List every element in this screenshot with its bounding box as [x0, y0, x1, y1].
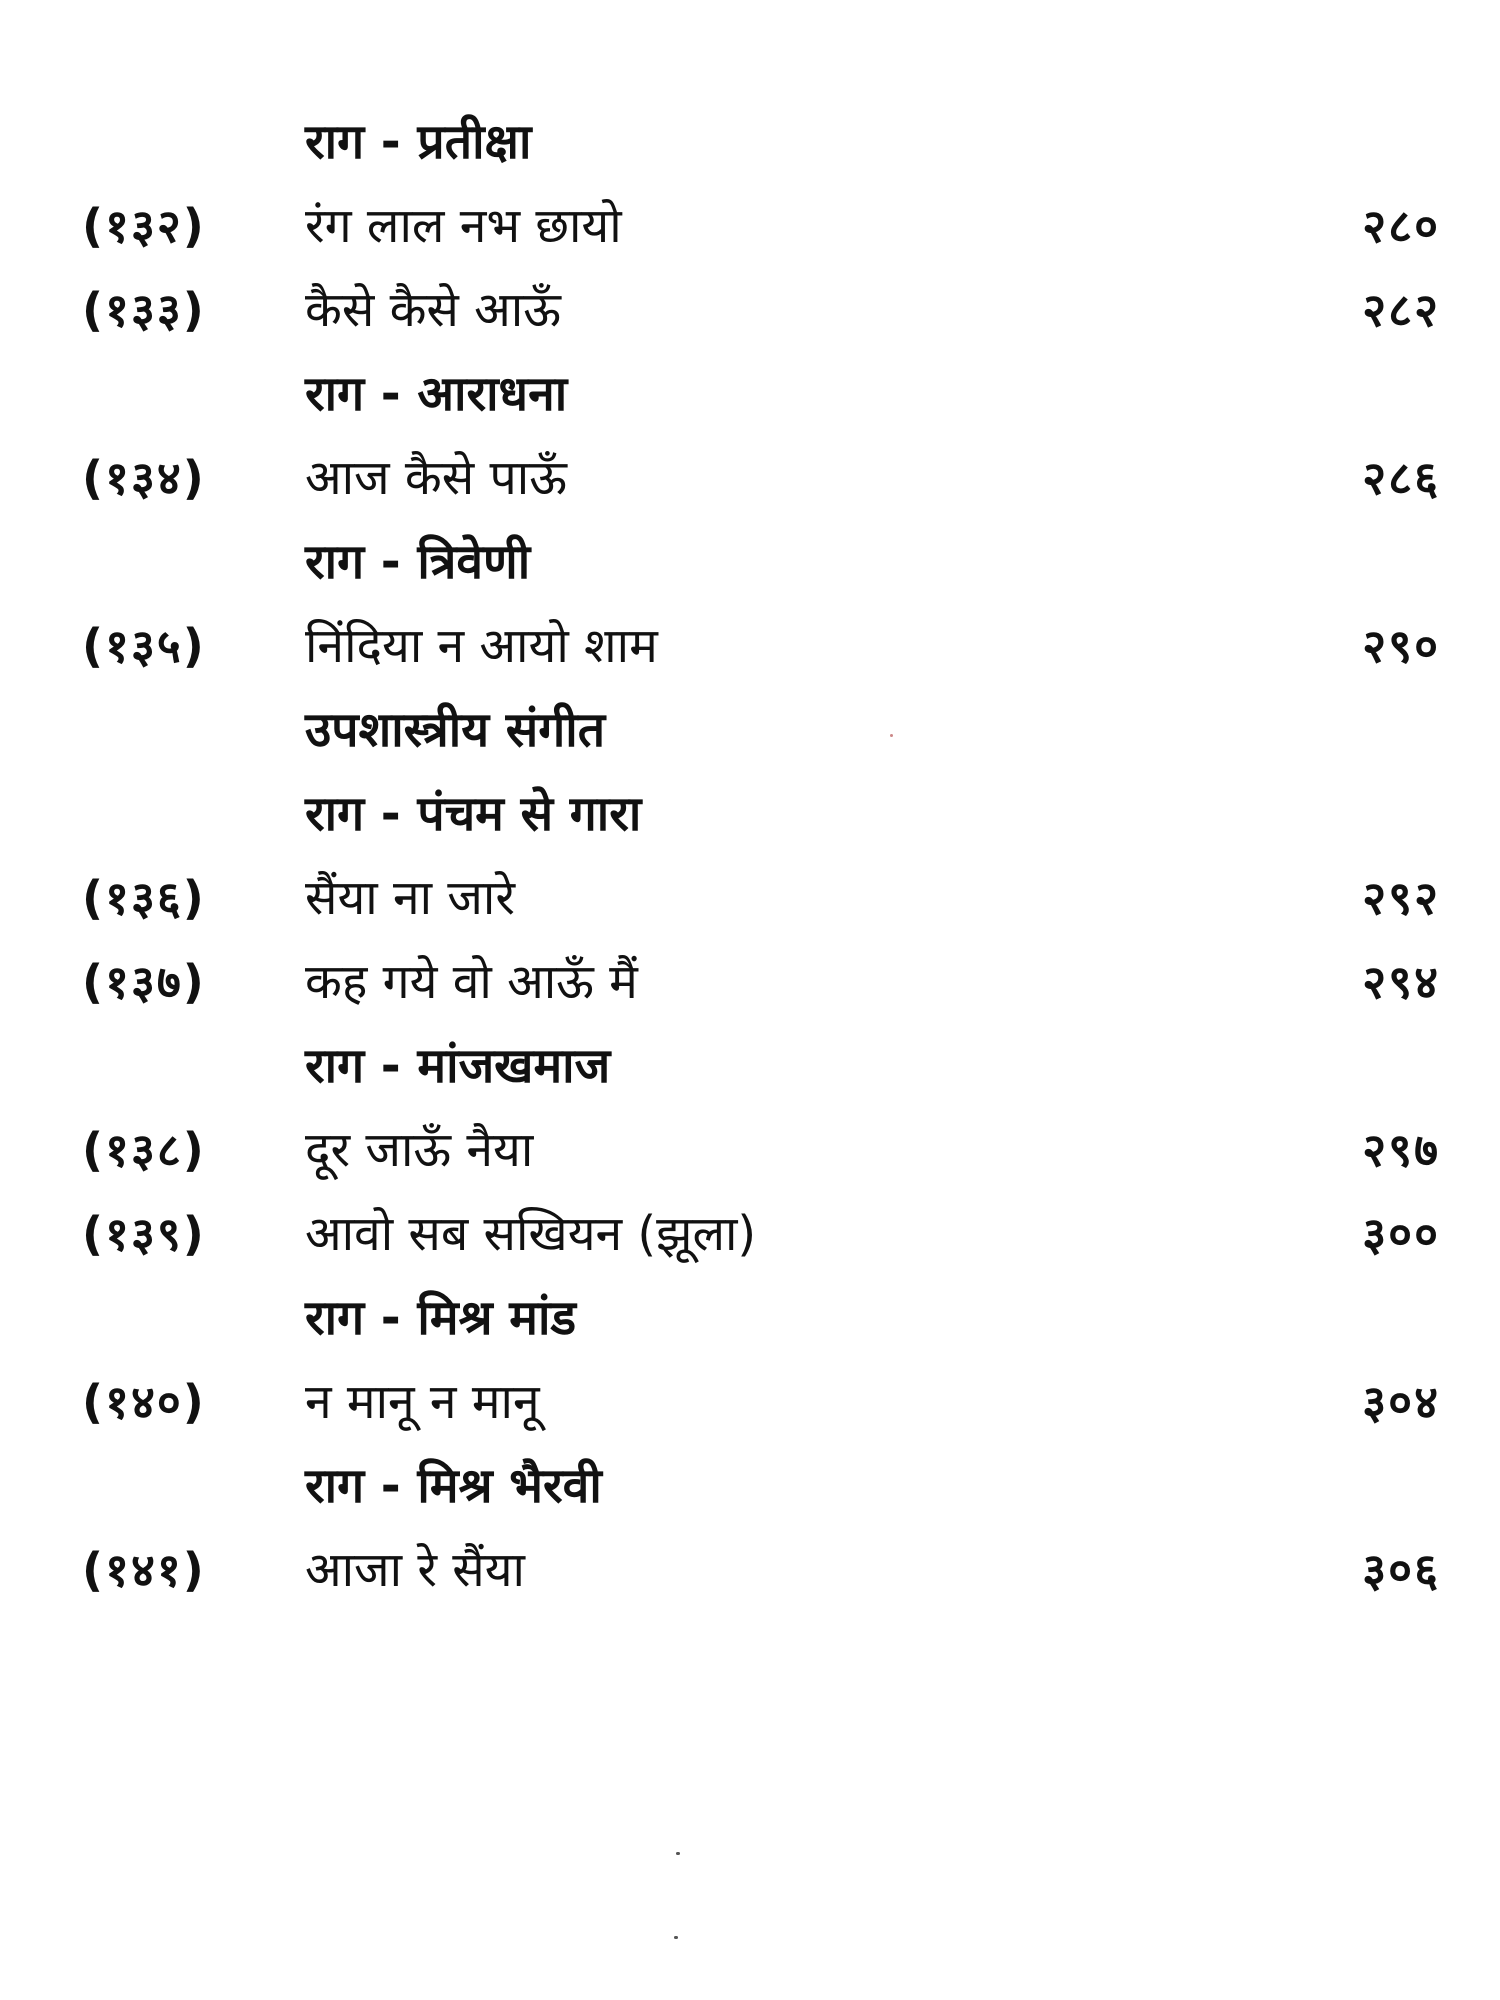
- heading-title: राग - मांजखमाज: [305, 1038, 611, 1094]
- heading-title: राग - आराधना: [305, 366, 568, 422]
- raga-heading: [0, 352, 1500, 436]
- toc-entry: [0, 940, 1500, 1024]
- entry-title: निंदिया न आयो शाम: [305, 618, 658, 674]
- toc-entry: [0, 1108, 1500, 1192]
- entry-title: न मानू न मानू: [305, 1374, 540, 1430]
- heading-title: राग - मिश्र भैरवी: [305, 1458, 602, 1514]
- scan-speck: [890, 734, 893, 737]
- page-number: २९७: [1362, 1123, 1440, 1177]
- toc-entry: [0, 1192, 1500, 1276]
- page-number: २८६: [1362, 451, 1440, 505]
- entry-number: (१४०): [82, 1375, 206, 1429]
- entry-number: (१३८): [82, 1123, 206, 1177]
- heading-title: उपशास्त्रीय संगीत: [305, 702, 606, 758]
- page-number: २९४: [1362, 955, 1440, 1009]
- entry-title: आवो सब सखियन (झूला): [305, 1206, 757, 1262]
- entry-title: कह गये वो आऊँ मैं: [305, 954, 638, 1010]
- entry-title: सैंया ना जारे: [305, 870, 515, 926]
- page-number: २८२: [1362, 283, 1440, 337]
- entry-title: कैसे कैसे आऊँ: [305, 282, 561, 338]
- raga-heading: [0, 100, 1500, 184]
- entry-number: (१३६): [82, 871, 206, 925]
- raga-heading: [0, 520, 1500, 604]
- page-number: ३०४: [1362, 1375, 1440, 1429]
- scan-speck: [676, 1852, 680, 1855]
- raga-heading: [0, 1444, 1500, 1528]
- entry-number: (१३४): [82, 451, 206, 505]
- entry-title: दूर जाऊँ नैया: [305, 1122, 534, 1178]
- toc-entry: [0, 184, 1500, 268]
- entry-number: (१३३): [82, 283, 206, 337]
- page-number: २८०: [1362, 199, 1440, 253]
- toc-entry: [0, 268, 1500, 352]
- raga-heading: [0, 1024, 1500, 1108]
- heading-title: राग - मिश्र मांड: [305, 1290, 577, 1346]
- toc-entry: [0, 436, 1500, 520]
- entry-number: (१४१): [82, 1543, 206, 1597]
- toc-entry: [0, 1528, 1500, 1612]
- entry-number: (१३२): [82, 199, 206, 253]
- entry-number: (१३७): [82, 955, 206, 1009]
- raga-heading: [0, 772, 1500, 856]
- page-number: ३००: [1362, 1207, 1440, 1261]
- entry-title: रंग लाल नभ छायो: [305, 198, 622, 254]
- entry-number: (१३५): [82, 619, 206, 673]
- heading-title: राग - पंचम से गारा: [305, 786, 642, 842]
- raga-heading: [0, 1276, 1500, 1360]
- heading-title: राग - प्रतीक्षा: [305, 114, 532, 170]
- heading-title: राग - त्रिवेणी: [305, 534, 531, 590]
- toc-entry: [0, 856, 1500, 940]
- entry-title: आज कैसे पाऊँ: [305, 450, 567, 506]
- table-of-contents: [0, 100, 1500, 1612]
- page-number: २९२: [1362, 871, 1440, 925]
- page-number: ३०६: [1362, 1543, 1440, 1597]
- toc-entry: [0, 1360, 1500, 1444]
- scan-speck: [674, 1936, 678, 1939]
- entry-title: आजा रे सैंया: [305, 1542, 525, 1598]
- raga-heading: [0, 688, 1500, 772]
- entry-number: (१३९): [82, 1207, 206, 1261]
- toc-entry: [0, 604, 1500, 688]
- page-number: २९०: [1362, 619, 1440, 673]
